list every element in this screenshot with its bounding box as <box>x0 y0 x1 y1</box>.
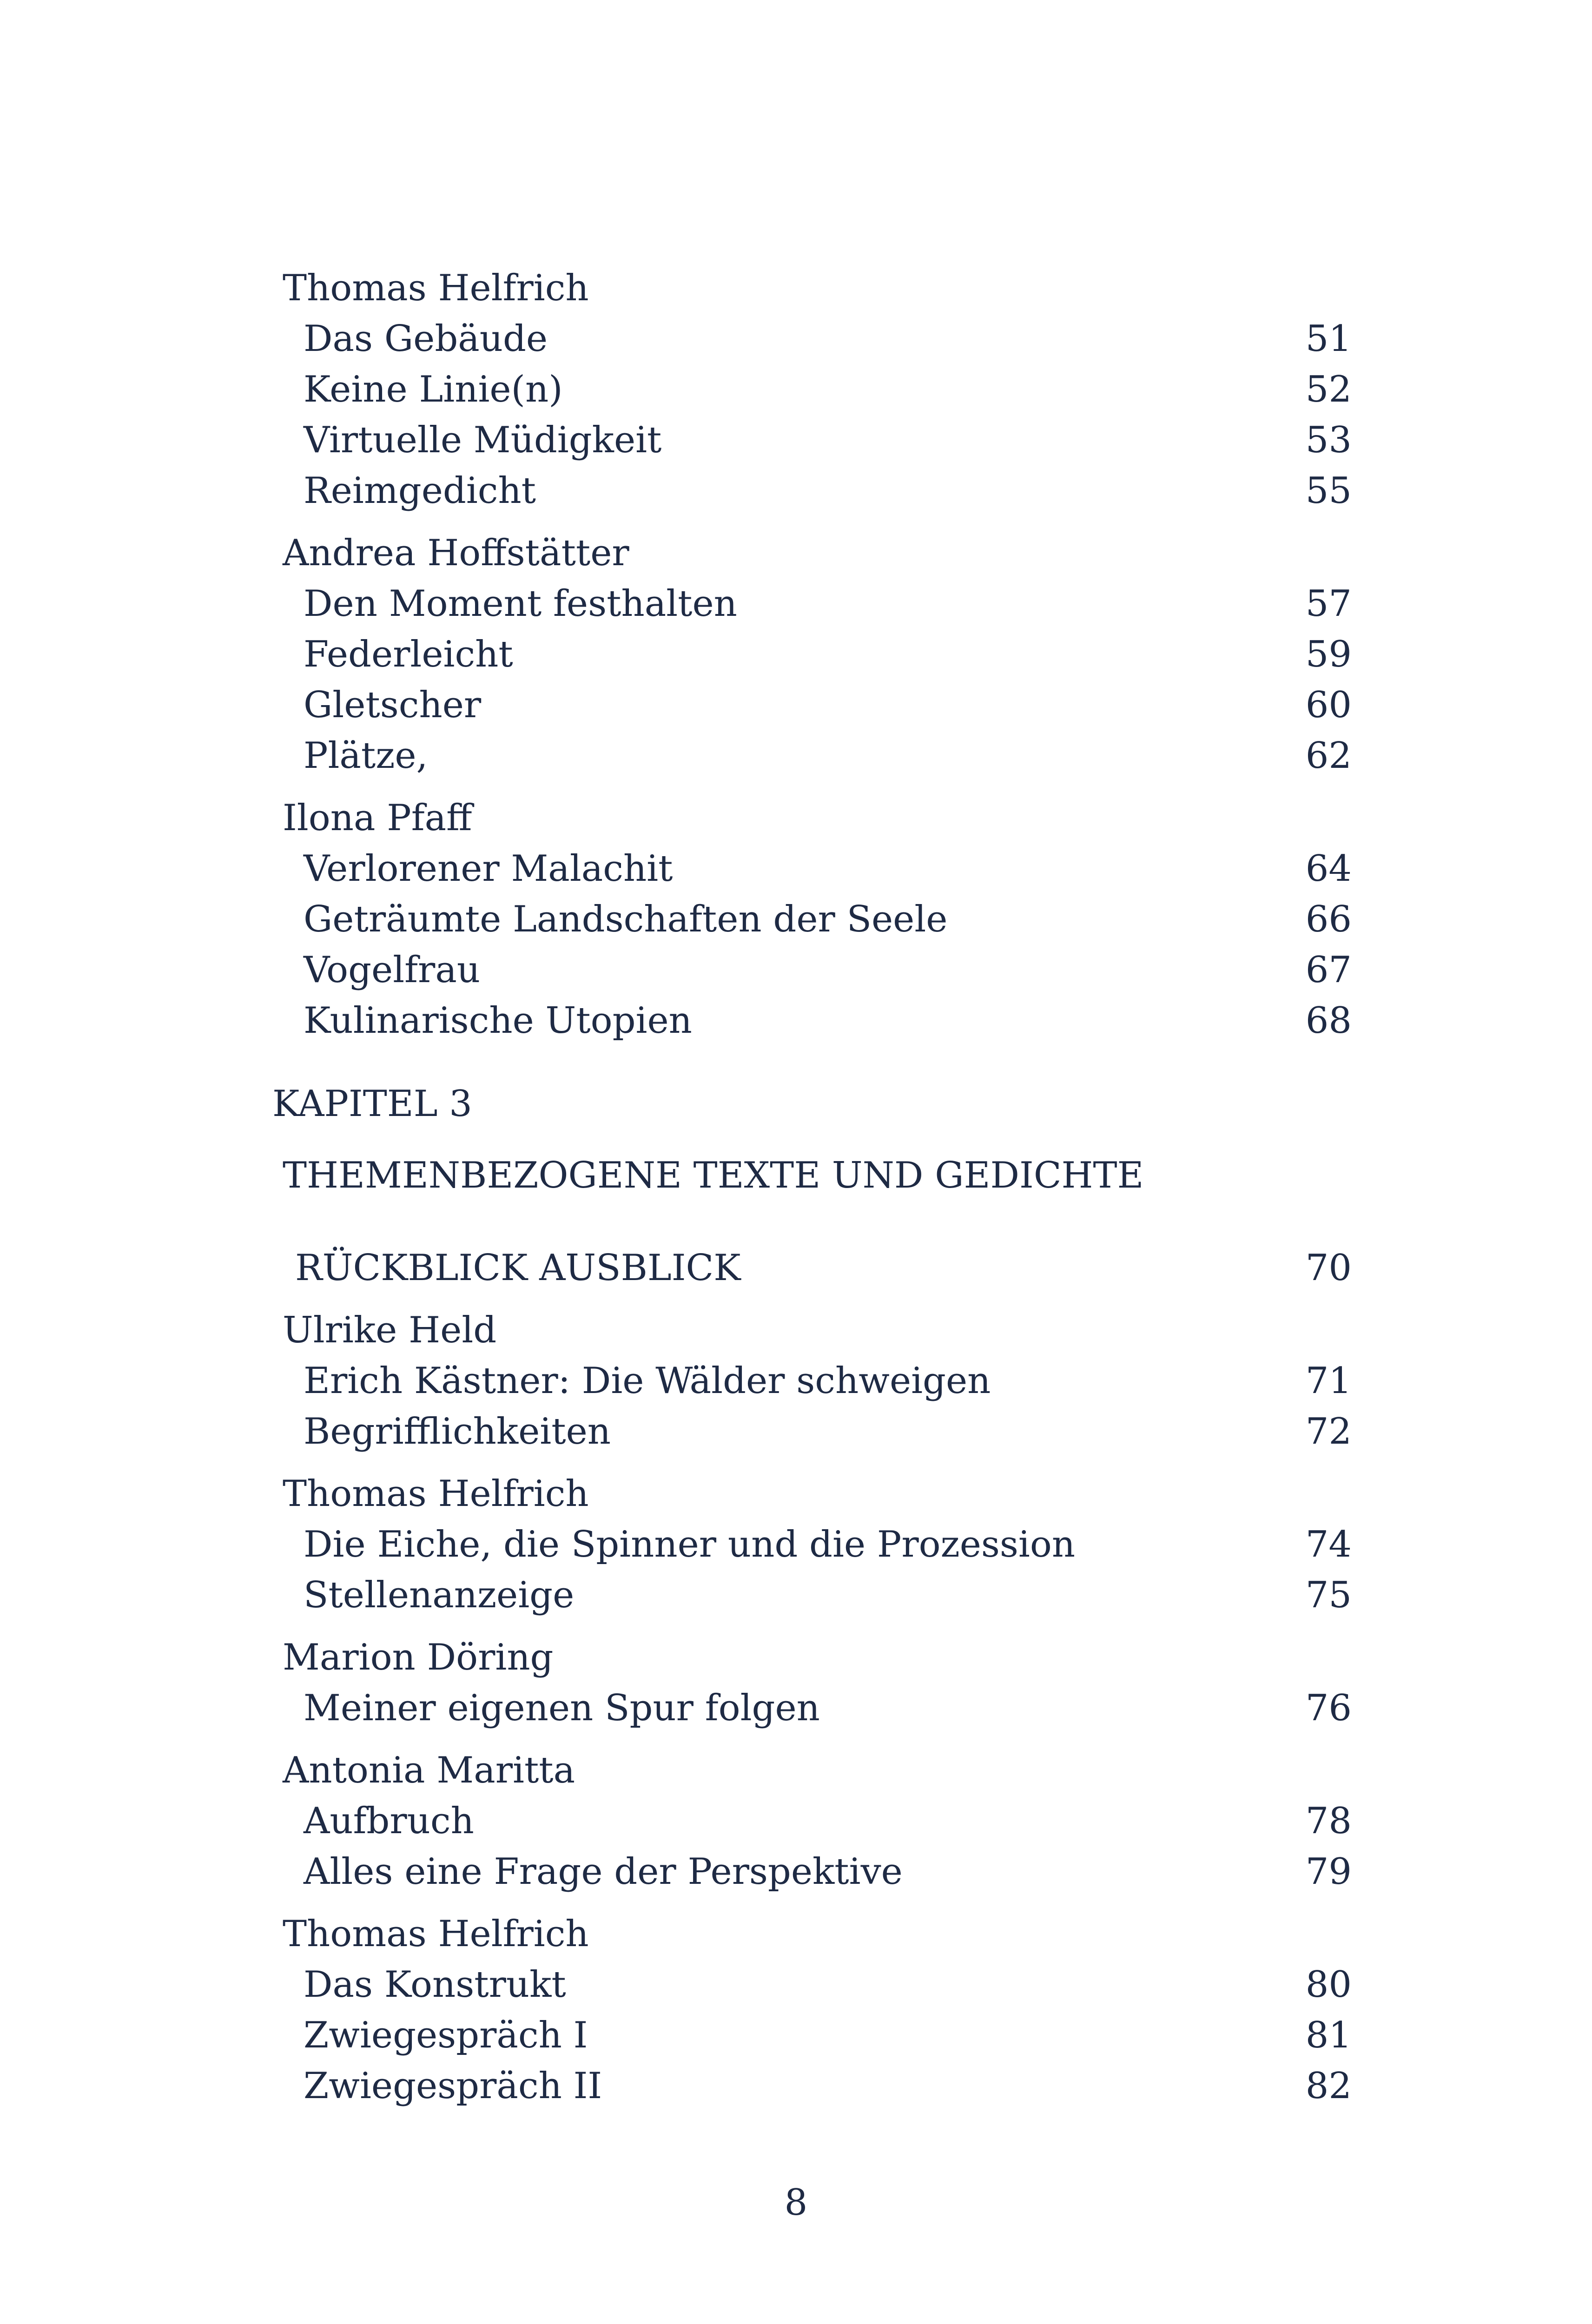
spacer <box>283 1201 1352 1243</box>
toc-entry-page: 66 <box>1305 898 1352 940</box>
toc-entry <box>283 415 1352 466</box>
toc-entry-page: 67 <box>1305 949 1352 991</box>
toc-entry <box>283 1356 1352 1406</box>
spacer <box>283 1897 1352 1909</box>
toc-entry-page: 57 <box>1305 583 1352 625</box>
toc-entry <box>283 1570 1352 1621</box>
toc-entry-title: Geträumte Landschaften der Seele <box>304 898 948 940</box>
toc-entry-title: Den Moment festhalten <box>304 583 737 625</box>
toc-entry-page: 72 <box>1305 1411 1352 1452</box>
toc-entry <box>283 844 1352 894</box>
toc-entry <box>283 894 1352 945</box>
toc-entry-page: 62 <box>1305 735 1352 777</box>
toc-entry <box>283 2010 1352 2061</box>
toc-entry-page: 70 <box>1305 1247 1352 1289</box>
toc-entry <box>283 680 1352 731</box>
toc-entry-page: 76 <box>1305 1687 1352 1729</box>
toc-entry-title: Aufbruch <box>304 1800 474 1842</box>
toc-entry-page: 79 <box>1305 1851 1352 1893</box>
toc-entry-page: 80 <box>1305 1964 1352 2006</box>
toc-entry-title: Keine Linie(n) <box>304 369 563 410</box>
toc-entry-title: RÜCKBLICK AUSBLICK <box>295 1247 741 1289</box>
spacer <box>283 1734 1352 1745</box>
toc-entry-title: Zwiegespräch I <box>304 2014 588 2056</box>
toc-entry <box>283 2061 1352 2112</box>
toc-entry-title: Die Eiche, die Spinner und die Prozession <box>304 1524 1076 1565</box>
toc-entry-title: Virtuelle Müdigkeit <box>304 419 662 461</box>
toc-author: Thomas Helfrich <box>283 1473 589 1515</box>
toc-author: Antonia Maritta <box>283 1750 575 1791</box>
chapter-heading: THEMENBEZOGENE TEXTE UND GEDICHTE <box>283 1155 1144 1196</box>
toc-entry-title: Alles eine Frage der Perspektive <box>304 1851 903 1893</box>
toc-entry-page: 82 <box>1305 2065 1352 2107</box>
toc-author: Ulrike Held <box>283 1309 497 1351</box>
toc-author: Andrea Hoffstätter <box>283 532 629 574</box>
toc-entry-page: 68 <box>1305 1000 1352 1042</box>
toc-entry <box>283 1796 1352 1847</box>
toc-entry <box>283 1406 1352 1457</box>
toc-entry-page: 81 <box>1305 2014 1352 2056</box>
toc-entry <box>283 996 1352 1046</box>
toc-entry-page: 75 <box>1305 1574 1352 1616</box>
toc-entry <box>283 1683 1352 1734</box>
toc-entry-title: Vogelfrau <box>304 949 481 991</box>
toc-author: Ilona Pfaff <box>283 797 472 839</box>
toc-entry-title: Verlorener Malachit <box>304 848 673 890</box>
toc-entry-page: 71 <box>1305 1360 1352 1402</box>
toc-entry-title: Reimgedicht <box>304 470 536 512</box>
toc-author: Marion Döring <box>283 1637 554 1678</box>
toc-entry <box>283 1519 1352 1570</box>
toc-entry-page: 51 <box>1305 318 1352 360</box>
toc-author: Thomas Helfrich <box>283 1913 589 1955</box>
toc-entry <box>283 945 1352 996</box>
spacer <box>283 781 1352 793</box>
toc-entry-page: 52 <box>1305 369 1352 410</box>
spacer <box>283 1294 1352 1305</box>
spacer <box>283 516 1352 528</box>
toc-entry-page: 55 <box>1305 470 1352 512</box>
toc-entry-page: 53 <box>1305 419 1352 461</box>
spacer <box>283 1129 1352 1150</box>
toc-entry-page: 60 <box>1305 684 1352 726</box>
spacer <box>283 1457 1352 1469</box>
toc-entry <box>283 364 1352 415</box>
toc-entry-title: Stellenanzeige <box>304 1574 575 1616</box>
toc-entry-title: Begrifflichkeiten <box>304 1411 611 1452</box>
toc-entry-title: Meiner eigenen Spur folgen <box>304 1687 820 1729</box>
toc-entry <box>283 629 1352 680</box>
toc-author: Thomas Helfrich <box>283 267 589 309</box>
toc-entry-page: 64 <box>1305 848 1352 890</box>
toc-entry <box>283 1847 1352 1897</box>
toc-entry-title: Gletscher <box>304 684 482 726</box>
toc-entry <box>283 1960 1352 2010</box>
toc-entry-page: 59 <box>1305 634 1352 675</box>
spacer <box>283 1046 1352 1079</box>
page-number: 8 <box>784 2182 808 2224</box>
toc-entry-page: 74 <box>1305 1524 1352 1565</box>
toc-entry-title: Das Gebäude <box>304 318 548 360</box>
toc-entry-title: Zwiegespräch II <box>304 2065 602 2107</box>
toc-entry-title: Das Konstrukt <box>304 1964 566 2006</box>
spacer <box>283 1621 1352 1632</box>
toc-entry <box>283 466 1352 516</box>
toc-entry-title: Plätze, <box>304 735 428 777</box>
toc-entry-title: Erich Kästner: Die Wälder schweigen <box>304 1360 991 1402</box>
table-of-contents <box>272 263 1352 2112</box>
toc-entry-page: 78 <box>1305 1800 1352 1842</box>
toc-entry <box>283 731 1352 781</box>
toc-entry <box>283 314 1352 364</box>
toc-entry <box>283 579 1352 629</box>
toc-entry-title: Federleicht <box>304 634 513 675</box>
toc-section <box>283 1243 1352 1294</box>
chapter-label: KAPITEL 3 <box>272 1083 472 1125</box>
toc-entry-title: Kulinarische Utopien <box>304 1000 692 1042</box>
